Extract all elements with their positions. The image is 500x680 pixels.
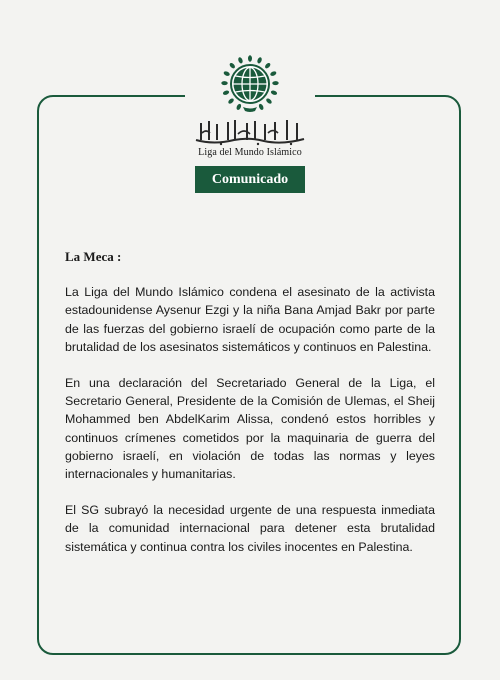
paragraph-2: En una declaración del Secretariado General de la Liga, el Secretario General, Presidente de la Comisión de Ulemas, el Sheij Mohammed ben AbdelKarim Alissa, condenó estos horribles y continuos crímenes cometidos por la maquinaria de guerra del gobierno israelí, en violación de todas las normas y leyes internacionales y humanitarias. <box>65 376 435 482</box>
dateline-place: La Meca : <box>65 249 122 264</box>
organization-name: Liga del Mundo Islámico <box>198 147 302 158</box>
communique-badge: Comunicado <box>195 166 305 193</box>
globe-emblem-icon <box>221 55 279 113</box>
letterhead <box>185 50 315 220</box>
paragraph-1: La Liga del Mundo Islámico condena el asesinato de la activista estadounidense Aysenur Ezgi y la niña Bana Amjad Bakr por parte de las fuerzas del gobierno israelí de ocupación como parte de la brutalidad de los asesinatos sistemáticos y continuos en Palestina. <box>65 285 435 354</box>
paragraph-3: El SG subrayó la necesidad urgente de una respuesta inmediata de la comunidad internacional para detener esta brutalidad sistemática y continua contra los civiles inocentes en Palestina. <box>65 503 435 554</box>
communique-body <box>65 248 435 574</box>
arabic-name-logotype <box>194 119 306 147</box>
